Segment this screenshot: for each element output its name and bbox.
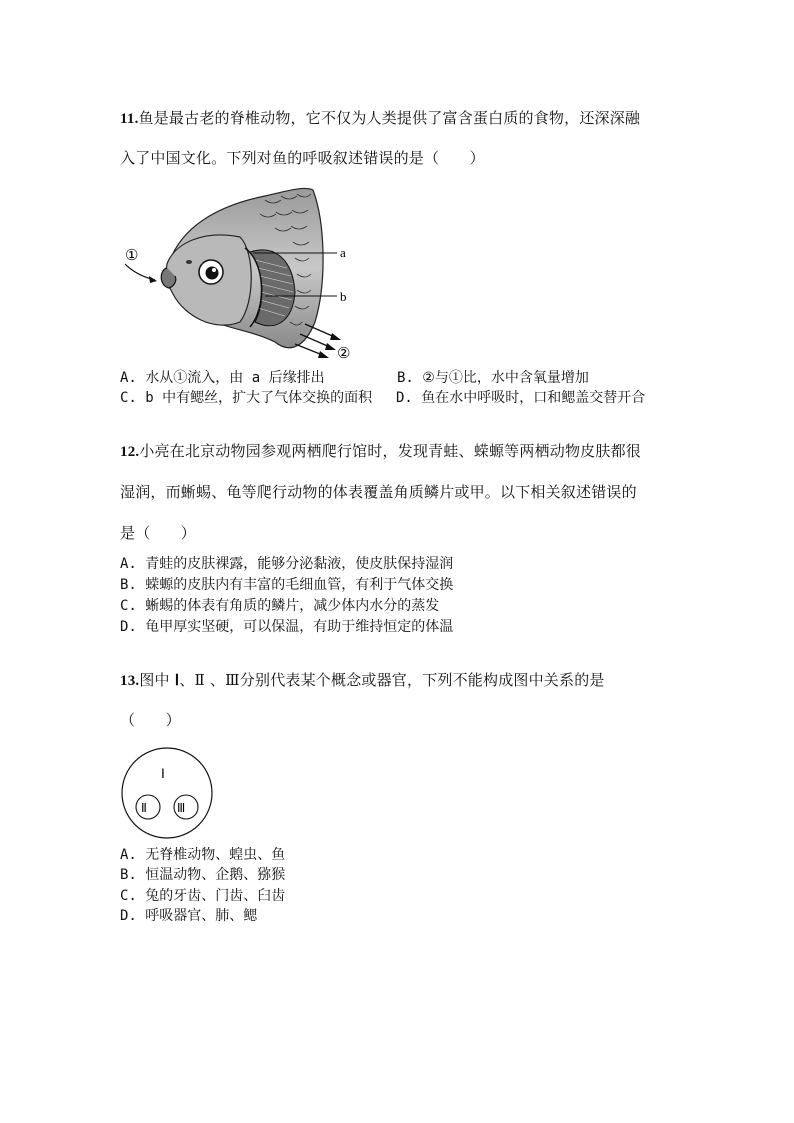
q11-option-d[interactable]: D. 鱼在水中呼吸时，口和鳃盖交替开合 <box>396 390 646 406</box>
q12-stem-line2: 湿润，而蜥蜴、龟等爬行动物的体表覆盖角质鳞片或甲。以下相关叙述错误的 <box>120 483 637 501</box>
q11-number: 11. <box>120 111 139 127</box>
inner-label-left: Ⅱ <box>141 801 147 815</box>
q12-stem-line3: 是（ ） <box>120 524 197 542</box>
q11-line1 <box>120 108 640 129</box>
q13-option-c[interactable]: C. 兔的牙齿、门齿、臼齿 <box>120 888 286 904</box>
q13-stem-post: 、Ⅱ 、Ⅲ分别代表某个概念或器官，下列不能构成图中关系的是 <box>179 671 605 689</box>
q12-option-c[interactable]: C. 蜥蜴的体表有角质的鳞片，减少体内水分的蒸发 <box>120 598 440 614</box>
q12-stem-line1: 小亮在北京动物园参观两栖爬行馆时，发现青蛙、蝾螈等两栖动物皮肤都很 <box>139 442 641 460</box>
outer-circle <box>122 748 212 838</box>
q12-number: 12. <box>120 444 140 460</box>
q11-stem-line1: 鱼是最古老的脊椎动物，它不仅为人类提供了富含蛋白质的食物，还深深融 <box>138 109 641 127</box>
q13-option-a[interactable]: A. 无脊椎动物、蝗虫、鱼 <box>120 847 286 863</box>
q12-option-d[interactable]: D. 龟甲厚实坚硬，可以保温，有助于维持恒定的体温 <box>120 619 454 635</box>
q12-option-b[interactable]: B. 蝾螈的皮肤内有丰富的毛细血管，有利于气体交换 <box>120 577 454 593</box>
q12-line1 <box>120 441 641 462</box>
q13-stem-pre: 图中 <box>139 671 175 689</box>
q13-roman-1: Ⅰ <box>174 673 180 689</box>
label-b: b <box>340 289 347 304</box>
label-outflow: ② <box>337 346 351 362</box>
label-a: a <box>340 245 346 260</box>
q12-option-a[interactable]: A. 青蛙的皮肤裸露，能够分泌黏液，使皮肤保持湿润 <box>120 556 454 572</box>
outer-label: Ⅰ <box>161 766 165 781</box>
q13-stem-line2: （ ） <box>120 711 181 729</box>
q13-number: 13. <box>120 673 140 689</box>
fish-gill-figure <box>115 182 365 362</box>
q11-option-c[interactable]: C. b 中有鳃丝，扩大了气体交换的面积 <box>120 390 373 406</box>
venn-figure <box>118 743 218 843</box>
q13-line1 <box>120 670 605 691</box>
label-inflow: ① <box>125 248 139 264</box>
inner-circle-left <box>136 795 160 819</box>
q13-option-b[interactable]: B. 恒温动物、企鹅、猕猴 <box>120 867 286 883</box>
inner-label-right: Ⅲ <box>177 801 186 815</box>
q13-option-d[interactable]: D. 呼吸器官、肺、鳃 <box>120 908 258 924</box>
q11-option-a[interactable]: A. 水从①流入，由 a 后缘排出 <box>120 370 325 386</box>
q11-stem-line2: 入了中国文化。下列对鱼的呼吸叙述错误的是（ ） <box>120 149 485 167</box>
q11-option-b[interactable]: B. ②与①比，水中含氧量增加 <box>397 370 589 386</box>
